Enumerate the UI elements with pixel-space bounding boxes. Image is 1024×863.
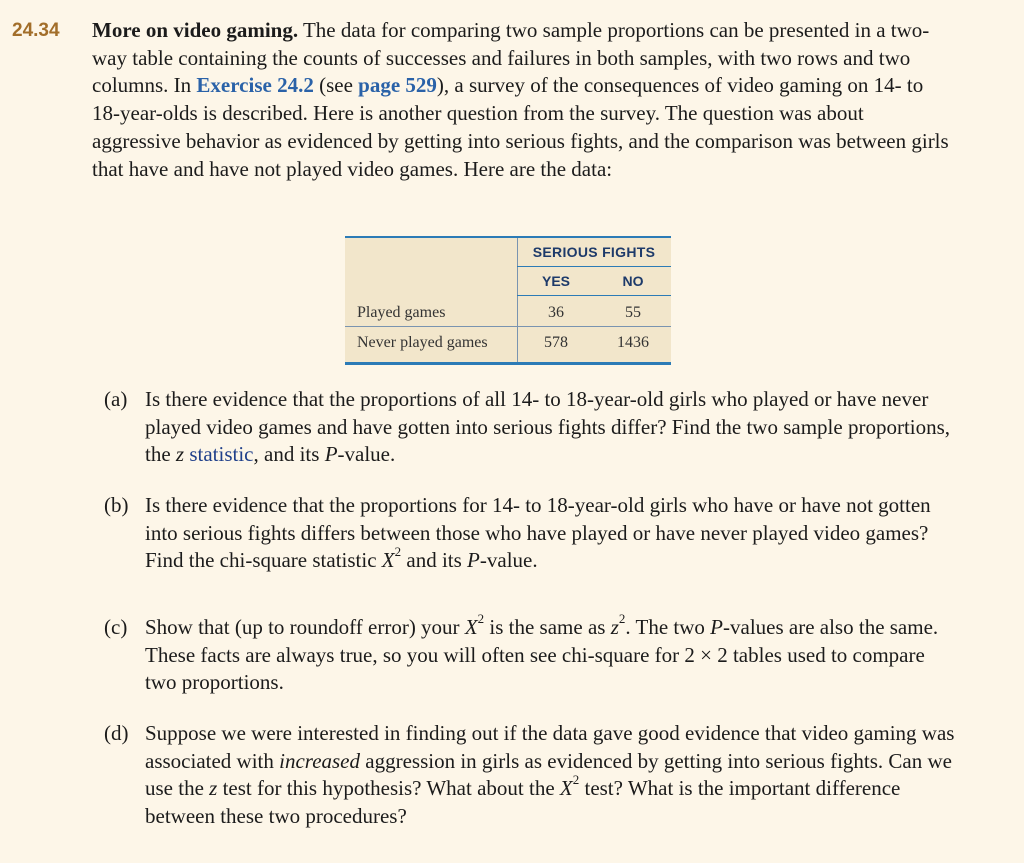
exercise-title: More on video gaming. xyxy=(92,18,299,42)
part-d-text-1: Suppose we were interested in finding out if the data gave good evidence that video gaming was associated with xyxy=(145,721,955,773)
part-c-text xyxy=(145,611,955,697)
table-divider-header xyxy=(517,295,671,296)
z-statistic-glossary-link[interactable]: statistic xyxy=(184,442,254,467)
serious-fights-table xyxy=(345,236,671,365)
part-c-z-variable: z xyxy=(610,615,619,639)
intro-text-1: The data for comparing two sample proportions can be presented in a two-way table containing the counts of successes and failures in both samples, with two rows and two columns. In xyxy=(92,18,930,98)
part-d-text-4: test? What is the important difference between these two procedures? xyxy=(145,776,901,829)
part-a-text-2: , and its xyxy=(253,442,325,467)
table-cell-never-yes: 578 xyxy=(544,334,568,351)
part-c-text-2: is the same as xyxy=(484,615,611,639)
part-d xyxy=(104,720,964,831)
part-d-x-variable: X xyxy=(559,776,573,801)
part-d-text xyxy=(145,720,955,831)
part-d-label: (d) xyxy=(104,721,129,745)
table-cell-played-no: 55 xyxy=(625,304,641,321)
part-b-p-variable: P xyxy=(467,548,480,573)
part-a-text-3: -value. xyxy=(337,442,396,467)
part-c-text-1: Show that (up to roundoff error) your xyxy=(145,615,465,639)
part-c-superscript-z: 2 xyxy=(618,611,626,626)
part-b-x-variable: X xyxy=(381,548,395,573)
part-c-label: (c) xyxy=(104,615,128,639)
part-b-text-1: Is there evidence that the proportions for 14- to 18-year-old girls who have or have not gotten into serious fights differs between those who have played or have never played video games? Find the chi-square statistic xyxy=(145,493,931,573)
table-divider-group xyxy=(517,266,671,267)
part-c xyxy=(104,611,964,697)
part-c-superscript-x: 2 xyxy=(477,611,485,626)
intro-text-2: (see xyxy=(313,73,359,98)
part-b-text-2: and its xyxy=(401,548,468,573)
page-link[interactable]: page 529 xyxy=(358,73,437,98)
exercise-number: 24.34 xyxy=(12,20,60,41)
part-a-text-1: Is there evidence that the proportions of all 14- to 18-year-old girls who played or have never played video games and have gotten into serious fights differ? Find the two sample proportions, the xyxy=(145,387,951,467)
part-b xyxy=(104,492,964,575)
table-row-label-never-played: Never played games xyxy=(357,334,488,351)
part-b-superscript: 2 xyxy=(394,544,402,560)
part-b-label: (b) xyxy=(104,493,129,517)
part-d-emphasis: increased xyxy=(279,748,361,773)
part-b-text-3: -value. xyxy=(479,548,538,573)
table-cell-never-no: 1436 xyxy=(617,334,649,351)
table-cell-played-yes: 36 xyxy=(548,304,564,321)
part-a-z-variable: z xyxy=(175,442,185,467)
exercise-link[interactable]: Exercise 24.2 xyxy=(196,73,314,98)
part-a-label: (a) xyxy=(104,387,128,411)
table-column-yes: YES xyxy=(541,273,570,289)
table-column-no: NO xyxy=(622,273,644,289)
intro-text-3: ), a survey of the consequences of video gaming on 14- to 18-year-olds is described. Here is another question from the survey. The question was about aggressive behavior as evidenced by getting into serious fights, and the comparison was between girls that have and have not played video games. Here are the data: xyxy=(92,73,949,181)
part-c-text-3: . The two xyxy=(625,615,711,639)
table-divider-row xyxy=(345,326,671,327)
exercise-intro xyxy=(92,17,952,183)
part-a-p-variable: P xyxy=(324,442,338,467)
part-d-text-2: aggression in girls as evidenced by getting into serious fights. Can we use the xyxy=(145,748,952,801)
part-d-z-variable: z xyxy=(209,776,218,801)
part-c-x-variable: X xyxy=(464,615,478,639)
part-a-text xyxy=(145,386,955,469)
part-a xyxy=(104,386,964,469)
part-d-superscript: 2 xyxy=(572,772,580,788)
part-c-text-4: -values are also the same. These facts are always true, so you will often see chi-square for 2 × 2 tables used to compare two proportions. xyxy=(145,615,939,695)
part-d-text-3: test for this hypothesis? What about the xyxy=(217,776,560,801)
table-group-header: SERIOUS FIGHTS xyxy=(532,244,656,260)
part-c-p-variable: P xyxy=(710,615,723,639)
table-row-label-played: Played games xyxy=(357,304,446,321)
part-b-text xyxy=(145,492,955,575)
